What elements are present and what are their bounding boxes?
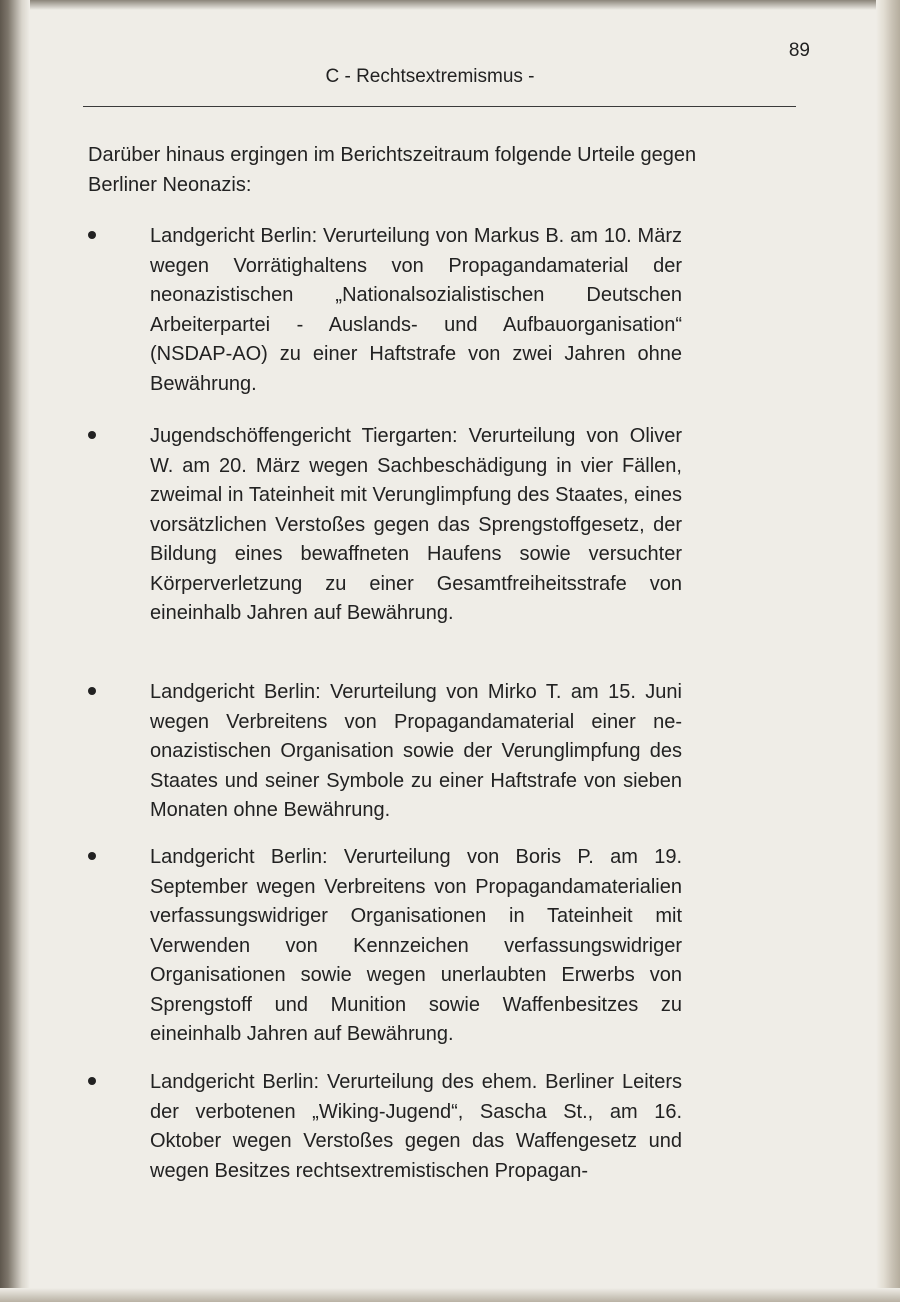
- bullet-icon: [88, 231, 96, 239]
- bullet-icon: [88, 687, 96, 695]
- bullet-icon: [88, 852, 96, 860]
- page-top-shadow: [0, 0, 900, 10]
- bullet-icon: [88, 1077, 96, 1085]
- running-header: C - Rechtsextremismus -: [325, 66, 535, 87]
- list-item-text: Landgericht Berlin: Verurteilung von Mirko T. am 15. Juni wegen Verbreitens von Propagandamaterial einer neonazistischen Organisation sowie der Verunglimpfung des Staates und seiner Symbole zu einer Haftstrafe von sieben Monaten ohne Bewährung.: [150, 681, 682, 821]
- page-right-edge: [876, 0, 900, 1302]
- list-item-text: Landgericht Berlin: Verurteilung des ehem. Berliner Leiters der verbotenen „Wiking-Jugend“, Sascha St., am 16. Oktober wegen Verstoßes gegen das Waffengesetz und wegen Besitzes rechtsextremistischen Propagan-: [150, 1071, 682, 1182]
- page-number: 89: [788, 40, 810, 61]
- list-item-text: Landgericht Berlin: Verurteilung von Boris P. am 19. September wegen Verbreitens von Propagandamaterialien verfassungswidriger Organisationen in Tateinheit mit Verwenden von Kennzeichen verfassungswidriger Organisationen sowie wegen unerlaubten Erwerbs von Sprengstoff und Munition sowie Waffenbesitzes zu eineinhalb Jahren auf Bewährung.: [150, 846, 682, 1045]
- book-binding-shadow: [0, 0, 30, 1302]
- intro-paragraph: Darüber hinaus ergingen im Berichtszeitraum folgende Urteile gegen Berliner Neonazis:: [88, 144, 697, 196]
- header-rule: [83, 106, 796, 107]
- page-bottom-edge: [0, 1288, 900, 1302]
- bullet-icon: [88, 431, 96, 439]
- list-item-text: Jugendschöffengericht Tiergarten: Verurteilung von Oliver W. am 20. März wegen Sachbeschädigung in vier Fällen, zweimal in Tateinheit mit Verunglimpfung des Staates, eines vorsätzlichen Verstoßes gegen das Sprengstoffgesetz, der Bildung eines bewaffneten Haufens sowie versuchter Körperverletzung zu einer Gesamtfreiheitsstrafe von eineinhalb Jahren auf Bewährung.: [150, 425, 682, 624]
- list-item-text: Landgericht Berlin: Verurteilung von Markus B. am 10. März wegen Vorrätighaltens von Propagandamaterial der neonazistischen „Nationalsozialistischen Deutschen Arbeiterpartei - Auslands- und Aufbauorganisation“ (NSDAP-AO) zu einer Haftstrafe von zwei Jahren ohne Bewährung.: [150, 225, 682, 395]
